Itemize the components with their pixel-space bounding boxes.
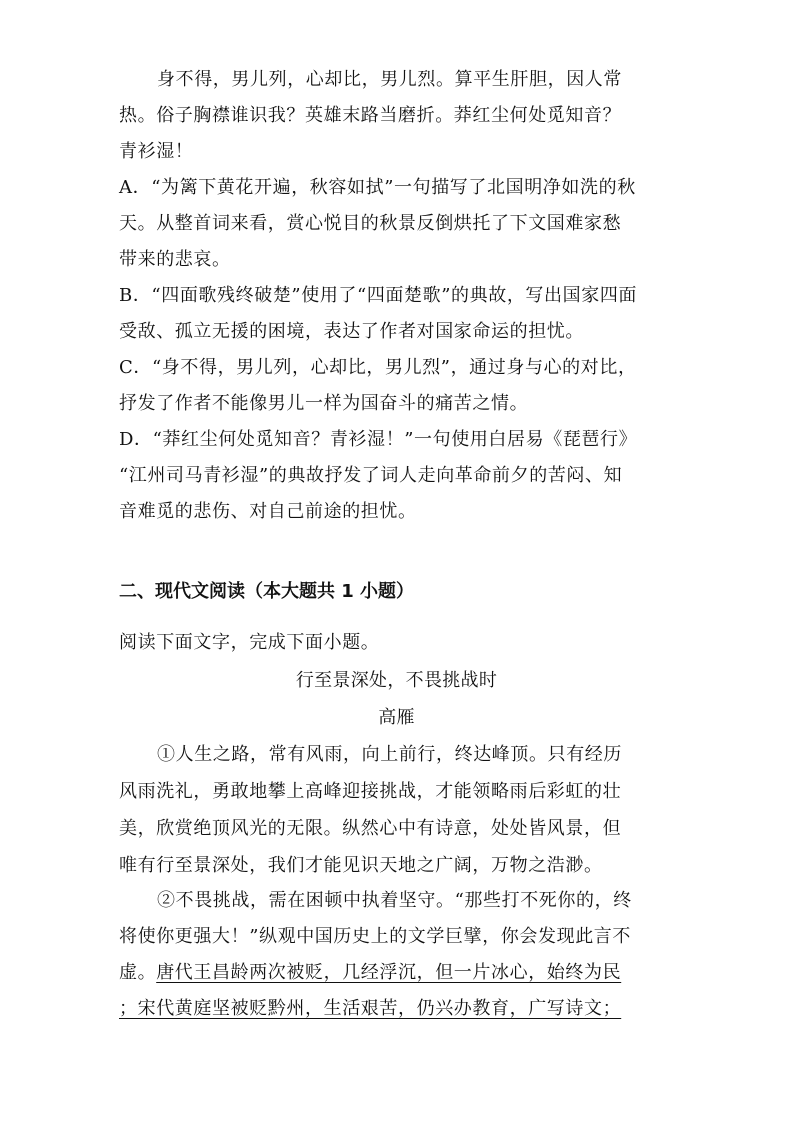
para1-line-2: 风雨洗礼，勇敢地攀上高峰迎接挑战，才能领略雨后彩虹的壮 xyxy=(119,781,622,802)
option-d-line-3: 音难觅的悲伤、对自己前途的担忧。 xyxy=(119,501,417,522)
para1-line-4: 唯有行至景深处，我们才能见识天地之广阔，万物之浩渺。 xyxy=(119,855,603,876)
option-a-line-2: 天。从整首词来看，赏心悦目的秋景反倒烘托了下文国难家愁 xyxy=(119,213,622,234)
para2-line-3-plain: 虚。 xyxy=(119,962,157,983)
option-a-line-1: A．“为篱下黄花开遍，秋容如拭”一句描写了北国明净如洗的秋 xyxy=(119,177,636,198)
section-heading: 二、现代文阅读（本大题共 1 小题） xyxy=(119,581,415,602)
poem-line-1: 身不得，男儿列，心却比，男儿烈。算平生肝胆，因人常 xyxy=(157,69,622,90)
poem-line-3: 青衫湿！ xyxy=(119,141,194,162)
para1-line-1: ①人生之路，常有风雨，向上前行，终达峰顶。只有经历 xyxy=(157,744,622,765)
option-b-line-2: 受敌、孤立无援的困境，表达了作者对国家命运的担忧。 xyxy=(119,321,584,342)
option-c-line-1: C．“身不得，男儿列，心却比，男儿烈”，通过身与心的对比， xyxy=(119,357,637,378)
para2-line-4-underlined: ；宋代黄庭坚被贬黔州，生活艰苦，仍兴办教育，广写诗文； xyxy=(119,998,622,1019)
option-d-line-2: “江州司马青衫湿”的典故抒发了词人走向革命前夕的苦闷、知 xyxy=(119,465,623,486)
para2-line-2: 将使你更强大！”纵观中国历史上的文学巨擘，你会发现此言不 xyxy=(119,926,631,947)
article-title: 行至景深处，不畏挑战时 xyxy=(295,670,498,691)
option-a-line-3: 带来的悲哀。 xyxy=(119,249,231,270)
para2-line-3 xyxy=(119,961,621,985)
option-d-line-1: D．“莽红尘何处觅知音？青衫湿！”一句使用白居易《琵琶行》 xyxy=(119,429,638,450)
option-c-line-2: 抒发了作者不能像男儿一样为国奋斗的痛苦之情。 xyxy=(119,393,529,414)
poem-line-2: 热。俗子胸襟谁识我？英雄末路当磨折。莽红尘何处觅知音？ xyxy=(119,105,622,126)
para2-line-1: ②不畏挑战，需在困顿中执着坚守。“那些打不死你的，终 xyxy=(157,890,632,911)
para2-line-3-underlined: 唐代王昌龄两次被贬，几经浮沉，但一片冰心，始终为民 xyxy=(156,962,622,983)
para1-line-3: 美，欣赏绝顶风光的无限。纵然心中有诗意，处处皆风景，但 xyxy=(119,818,622,839)
option-b-line-1: B．“四面歌残终破楚”使用了“四面楚歌”的典故，写出国家四面 xyxy=(119,285,638,306)
instruction: 阅读下面文字，完成下面小题。 xyxy=(119,632,380,653)
article-author: 高雁 xyxy=(378,707,415,728)
